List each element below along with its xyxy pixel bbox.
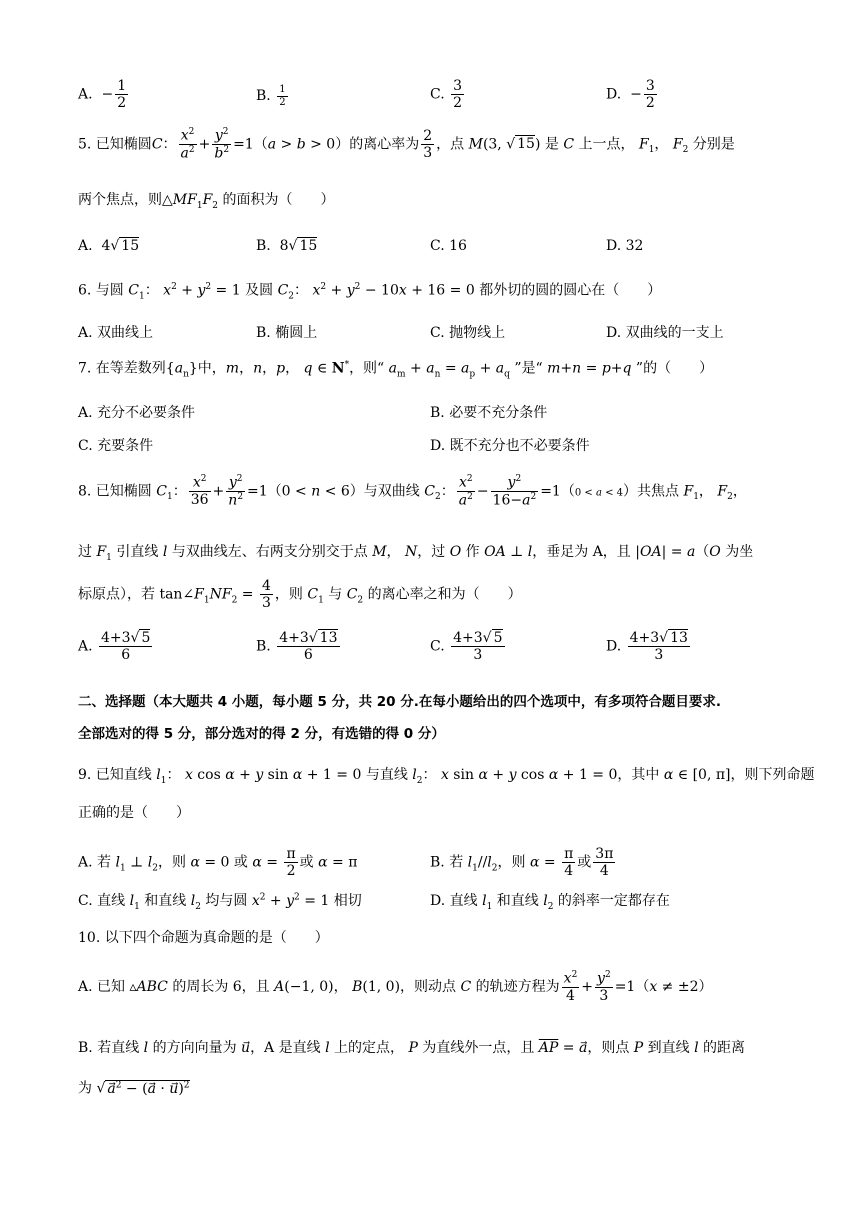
q4-option-c: C. $\frac{3}{2}$ — [430, 78, 463, 112]
q10-option-b-line2: 为 √ $a^2$ − (a⃗ · u⃗)$^2$ — [78, 1080, 190, 1097]
q9-stem-line2: 正确的是（ ） — [78, 805, 190, 821]
q5-option-b: B. 8√ 15 — [256, 238, 318, 254]
q4-option-b: B. $\frac{1}{2}$ — [256, 84, 286, 108]
q7-option-d: D. 既不充分也不必要条件 — [430, 438, 590, 454]
q8-option-d: D. $\frac{4+3√ 13}{3}$ — [606, 630, 688, 664]
q8-option-c: C. $\frac{4+3√ 5}{3}$ — [430, 630, 503, 664]
q7-option-a: A. 充分不必要条件 — [78, 405, 196, 421]
q7-stem: 7. 在等差数列$\{a_n\}$中，m，n，p， q ∈ N*，则“ $a_m + a_n = a_p + a_q$ ”是“ m+n = p+q ”的（ ） — [78, 360, 714, 380]
section2-heading-line2: 全部选对的得 5 分，部分选对的得 2 分，有选错的得 0 分） — [78, 726, 445, 742]
q7-option-b: B. 必要不充分条件 — [430, 405, 548, 421]
q5-stem-line1: 5. 已知椭圆C： $\frac{x^2}{a^2}$ + $\frac{y^2}{b^2}$ =1（a > b > 0）的离心率为 $\frac{2}{3}$ ，点 M(3, √ 15) 是 C 上一点， $F_1$， $F_2$ 分别是 — [78, 127, 735, 162]
q4-option-d: D. − $\frac{3}{2}$ — [606, 78, 655, 112]
q9-option-c: C. 直线 $l_1$ 和直线 $l_2$ 均与圆 $x^2 + y^2 = 1$ 相切 — [78, 892, 362, 912]
q6-stem: 6. 与圆 $C_1$： $x^2 + y^2 = 1$ 及圆 $C_2$： $x^2 + y^2 - 10x + 16 = 0$ 都外切的圆的圆心在（ ） — [78, 282, 662, 302]
q8-stem-line3: 标原点），若 $\tan\angle F_1NF_2$ = $\frac{4}{3}$ ，则 $C_1$ 与 $C_2$ 的离心率之和为（ ） — [78, 578, 522, 612]
q7-option-c: C. 充要条件 — [78, 438, 154, 454]
q8-stem-line1: 8. 已知椭圆 $C_1$： $\frac{x^2}{36}$ + $\frac{y^2}{n^2}$ =1（0 < n < 6）与双曲线 $C_2$： $\frac{x^2}{a^2}$ − $\frac{y^2}{16-a^2}$ =1（0 < a < 4）共焦点 $F_1$， $F_2$， — [78, 474, 747, 509]
q8-option-b: B. $\frac{4+3√ 13}{6}$ — [256, 630, 338, 664]
q6-option-c: C. 抛物线上 — [430, 325, 506, 341]
section2-heading-line1: 二、选择题（本大题共 4 小题，每小题 5 分，共 20 分.在每小题给出的四个选项中，有多项符合题目要求. — [78, 694, 722, 710]
q9-option-a: A. 若 $l_1$ ⊥ $l_2$，则 α = 0 或 α = $\frac{\pi}{2}$ 或 α = π — [78, 846, 358, 880]
q9-option-b: B. 若 $l_1//l_2$，则 α = $\frac{\pi}{4}$ 或 $\frac{3\pi}{4}$ — [430, 846, 614, 880]
q10-option-a: A. 已知 ▵ABC 的周长为 6，且 A(−1, 0)， B(1, 0)，则动点 C 的轨迹方程为 $\frac{x^2}{4}$ + $\frac{y^2}{3}$ =1（x ≠ ±2） — [78, 970, 713, 1004]
q9-option-d: D. 直线 $l_1$ 和直线 $l_2$ 的斜率一定都存在 — [430, 893, 670, 912]
q9-stem-line1: 9. 已知直线 $l_1$： x cos α + y sin α + 1 = 0 与直线 $l_2$： x sin α + y cos α + 1 = 0，其中 α ∈ [0, π]，则下列命题 — [78, 767, 815, 786]
q8-option-a: A. $\frac{4+3√ 5}{6}$ — [78, 630, 151, 664]
q6-option-b: B. 椭圆上 — [256, 325, 318, 341]
q6-option-d: D. 双曲线的一支上 — [606, 325, 724, 341]
q5-stem-line2: 两个焦点，则$\triangle MF_1F_2$ 的面积为（ ） — [78, 192, 335, 211]
q10-stem: 10. 以下四个命题为真命题的是（ ） — [78, 930, 329, 946]
q6-option-a: A. 双曲线上 — [78, 325, 154, 341]
q5-option-d: D. 32 — [606, 238, 644, 254]
q8-stem-line2: 过 $F_1$ 引直线 l 与双曲线左、右两支分别交于点 M， N，过 O 作 OA ⊥ l，垂足为 A，且 |OA| = a（O 为坐 — [78, 544, 754, 563]
q10-option-b-line1: B. 若直线 l 的方向向量为 u⃗，A 是直线 l 上的定点， P 为直线外一点，且 $\overline{AP}$ = a⃗，则点 P 到直线 l 的距离 — [78, 1040, 746, 1056]
q4-option-a: A. − $\frac{1}{2}$ — [78, 78, 127, 112]
q5-option-a: A. 4√ 15 — [78, 238, 140, 254]
q5-option-c: C. 16 — [430, 238, 467, 254]
